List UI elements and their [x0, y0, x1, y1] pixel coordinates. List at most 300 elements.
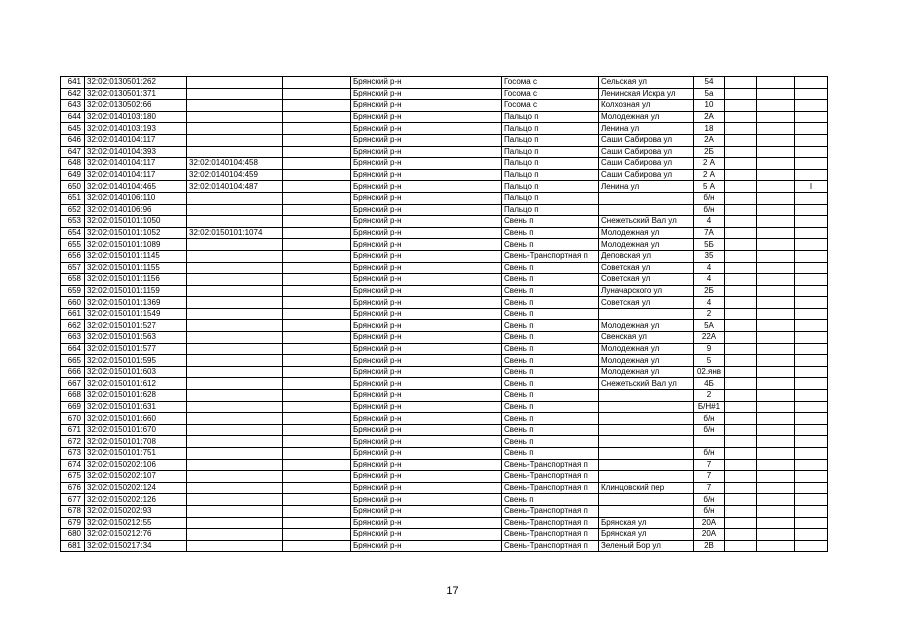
cell-cadastral-number-2 — [187, 459, 283, 471]
cell-settlement: Свень п — [502, 436, 599, 448]
cell-region: Брянский р-н — [351, 505, 502, 517]
cell-row-number: 646 — [61, 134, 85, 146]
cell-cadastral-number: 32:02:0140104:117 — [85, 169, 187, 181]
cell-empty — [725, 262, 757, 274]
table-row — [61, 320, 828, 332]
cell-cadastral-number-2 — [187, 448, 283, 460]
cell-empty — [757, 413, 795, 425]
cell-house: 7 — [694, 459, 725, 471]
cell-street: Советская ул — [599, 274, 694, 286]
table-row — [61, 401, 828, 413]
cell-extra — [795, 459, 828, 471]
cell-street — [599, 459, 694, 471]
cell-region: Брянский р-н — [351, 123, 502, 135]
cell-street: Саши Сабирова ул — [599, 134, 694, 146]
cell-street: Молодежная ул — [599, 343, 694, 355]
cell-street — [599, 448, 694, 460]
cell-empty — [725, 88, 757, 100]
cell-row-number: 656 — [61, 250, 85, 262]
cell-cadastral-number-2 — [187, 401, 283, 413]
table-row — [61, 343, 828, 355]
cell-cadastral-number: 32:02:0150101:708 — [85, 436, 187, 448]
cell-row-number: 652 — [61, 204, 85, 216]
cell-extra — [795, 308, 828, 320]
cell-empty — [725, 540, 757, 552]
cell-extra — [795, 158, 828, 170]
cell-region: Брянский р-н — [351, 181, 502, 193]
cell-cadastral-number: 32:02:0130501:262 — [85, 77, 187, 89]
page-number: 17 — [446, 585, 459, 597]
table-row — [61, 482, 828, 494]
cell-cadastral-number: 32:02:0150202:106 — [85, 459, 187, 471]
cell-cadastral-number-2 — [187, 436, 283, 448]
cell-house: б/н — [694, 424, 725, 436]
cell-cadastral-number-2 — [187, 285, 283, 297]
cell-region: Брянский р-н — [351, 146, 502, 158]
cell-extra — [795, 100, 828, 112]
cell-settlement: Свень п — [502, 274, 599, 286]
cell-extra — [795, 77, 828, 89]
cell-row-number: 658 — [61, 274, 85, 286]
cell-street: Саши Сабирова ул — [599, 158, 694, 170]
cell-extra — [795, 111, 828, 123]
cell-street: Саши Сабирова ул — [599, 146, 694, 158]
cell-extra — [795, 274, 828, 286]
cell-cadastral-number-2 — [187, 239, 283, 251]
cell-cadastral-number: 32:02:0150101:603 — [85, 366, 187, 378]
cell-region: Брянский р-н — [351, 262, 502, 274]
cell-street — [599, 390, 694, 402]
cell-cadastral-number: 32:02:0140103:193 — [85, 123, 187, 135]
cell-empty — [757, 390, 795, 402]
table-row — [61, 308, 828, 320]
cell-empty — [725, 505, 757, 517]
cell-street: Снежетьский Вал ул — [599, 378, 694, 390]
cell-row-number: 650 — [61, 181, 85, 193]
cell-cadastral-number: 32:02:0150101:751 — [85, 448, 187, 460]
cell-house: 2Б — [694, 146, 725, 158]
cell-empty — [283, 262, 351, 274]
cell-settlement: Свень-Транспортная п — [502, 529, 599, 541]
table-row — [61, 355, 828, 367]
cell-cadastral-number-2 — [187, 494, 283, 506]
cell-empty — [757, 250, 795, 262]
cell-empty — [757, 146, 795, 158]
cell-house: б/н — [694, 505, 725, 517]
cell-settlement: Госома с — [502, 77, 599, 89]
cell-cadastral-number: 32:02:0130501:371 — [85, 88, 187, 100]
table-row — [61, 390, 828, 402]
cell-empty — [725, 204, 757, 216]
cell-house: 5А — [694, 320, 725, 332]
cell-empty — [757, 529, 795, 541]
cell-empty — [757, 459, 795, 471]
cell-row-number: 670 — [61, 413, 85, 425]
cell-cadastral-number-2 — [187, 482, 283, 494]
cell-settlement: Пальцо п — [502, 123, 599, 135]
cell-empty — [725, 517, 757, 529]
cell-empty — [283, 343, 351, 355]
cell-empty — [283, 216, 351, 228]
cell-street: Зеленый Бор ул — [599, 540, 694, 552]
cell-empty — [725, 332, 757, 344]
cell-house: 54 — [694, 77, 725, 89]
cell-extra — [795, 355, 828, 367]
cell-empty — [757, 181, 795, 193]
cell-house: 9 — [694, 343, 725, 355]
cell-empty — [283, 297, 351, 309]
cell-empty — [283, 529, 351, 541]
cell-empty — [283, 424, 351, 436]
cell-cadastral-number: 32:02:0150101:1089 — [85, 239, 187, 251]
cell-cadastral-number-2: 32:02:0140104:458 — [187, 158, 283, 170]
cell-empty — [725, 471, 757, 483]
cell-empty — [757, 216, 795, 228]
cell-street: Молодежная ул — [599, 366, 694, 378]
cell-empty — [757, 332, 795, 344]
cell-cadastral-number: 32:02:0150202:126 — [85, 494, 187, 506]
cell-cadastral-number: 32:02:0130502:66 — [85, 100, 187, 112]
cell-empty — [757, 366, 795, 378]
cell-extra — [795, 424, 828, 436]
table-row — [61, 100, 828, 112]
cell-house: 5 — [694, 355, 725, 367]
cell-empty — [757, 77, 795, 89]
cell-row-number: 649 — [61, 169, 85, 181]
cell-cadastral-number-2 — [187, 471, 283, 483]
cell-street — [599, 204, 694, 216]
cell-street: Молодежная ул — [599, 239, 694, 251]
cell-extra — [795, 204, 828, 216]
table-body — [61, 77, 828, 552]
cell-region: Брянский р-н — [351, 448, 502, 460]
cell-settlement: Свень п — [502, 401, 599, 413]
cell-empty — [757, 100, 795, 112]
cell-row-number: 678 — [61, 505, 85, 517]
cell-extra — [795, 378, 828, 390]
cell-house: 2 — [694, 308, 725, 320]
cell-empty — [725, 77, 757, 89]
cell-settlement: Свень-Транспортная п — [502, 471, 599, 483]
cell-extra — [795, 494, 828, 506]
cell-cadastral-number: 32:02:0150101:660 — [85, 413, 187, 425]
cell-house: б/н — [694, 413, 725, 425]
cell-empty — [725, 297, 757, 309]
cell-region: Брянский р-н — [351, 158, 502, 170]
cell-empty — [283, 274, 351, 286]
cell-house: 20А — [694, 529, 725, 541]
cell-settlement: Свень п — [502, 390, 599, 402]
table-row — [61, 169, 828, 181]
cell-empty — [757, 204, 795, 216]
cell-settlement: Пальцо п — [502, 181, 599, 193]
cell-empty — [283, 88, 351, 100]
cell-street: Снежетьский Вал ул — [599, 216, 694, 228]
cell-settlement: Свень п — [502, 216, 599, 228]
cell-street — [599, 494, 694, 506]
cell-empty — [283, 181, 351, 193]
cell-settlement: Госома с — [502, 100, 599, 112]
cell-empty — [283, 505, 351, 517]
cell-empty — [757, 123, 795, 135]
cell-empty — [283, 239, 351, 251]
cell-cadastral-number-2 — [187, 540, 283, 552]
cell-empty — [283, 158, 351, 170]
cell-region: Брянский р-н — [351, 192, 502, 204]
cell-street: Сельская ул — [599, 77, 694, 89]
cell-cadastral-number: 32:02:0140106:110 — [85, 192, 187, 204]
cell-row-number: 679 — [61, 517, 85, 529]
cell-cadastral-number-2 — [187, 274, 283, 286]
cell-cadastral-number: 32:02:0150101:1156 — [85, 274, 187, 286]
cell-house: 7А — [694, 227, 725, 239]
cell-settlement: Свень п — [502, 332, 599, 344]
cell-cadastral-number-2 — [187, 529, 283, 541]
table-row — [61, 366, 828, 378]
cell-cadastral-number: 32:02:0150202:93 — [85, 505, 187, 517]
cell-settlement: Свень-Транспортная п — [502, 250, 599, 262]
cell-settlement: Пальцо п — [502, 204, 599, 216]
cell-cadastral-number: 32:02:0150101:1155 — [85, 262, 187, 274]
cell-empty — [283, 332, 351, 344]
cell-cadastral-number-2 — [187, 100, 283, 112]
cell-cadastral-number: 32:02:0140104:117 — [85, 158, 187, 170]
cell-empty — [725, 216, 757, 228]
cell-empty — [283, 285, 351, 297]
cell-row-number: 659 — [61, 285, 85, 297]
cell-empty — [757, 285, 795, 297]
cell-empty — [283, 471, 351, 483]
table-row — [61, 494, 828, 506]
cell-row-number: 681 — [61, 540, 85, 552]
cell-empty — [757, 111, 795, 123]
cell-house: 4 — [694, 262, 725, 274]
cell-cadastral-number-2 — [187, 192, 283, 204]
cell-extra — [795, 250, 828, 262]
table-row — [61, 262, 828, 274]
cell-empty — [757, 355, 795, 367]
cell-region: Брянский р-н — [351, 134, 502, 146]
cell-row-number: 661 — [61, 308, 85, 320]
cell-extra — [795, 239, 828, 251]
cell-house: 5Б — [694, 239, 725, 251]
table-row — [61, 134, 828, 146]
cell-empty — [757, 505, 795, 517]
cell-region: Брянский р-н — [351, 436, 502, 448]
cell-extra — [795, 134, 828, 146]
cell-extra — [795, 216, 828, 228]
cell-settlement: Госома с — [502, 88, 599, 100]
cell-settlement: Свень п — [502, 366, 599, 378]
cell-region: Брянский р-н — [351, 169, 502, 181]
cell-settlement: Свень-Транспортная п — [502, 517, 599, 529]
cell-street: Свенская ул — [599, 332, 694, 344]
cell-row-number: 643 — [61, 100, 85, 112]
cell-cadastral-number: 32:02:0150101:670 — [85, 424, 187, 436]
cell-street — [599, 424, 694, 436]
cell-empty — [757, 297, 795, 309]
table-row — [61, 181, 828, 193]
cell-empty — [725, 227, 757, 239]
cell-street — [599, 192, 694, 204]
cell-empty — [283, 227, 351, 239]
cell-row-number: 648 — [61, 158, 85, 170]
cell-empty — [725, 250, 757, 262]
cell-empty — [283, 494, 351, 506]
cell-cadastral-number-2 — [187, 517, 283, 529]
cell-house: 7 — [694, 482, 725, 494]
cell-region: Брянский р-н — [351, 355, 502, 367]
cell-street — [599, 505, 694, 517]
cell-region: Брянский р-н — [351, 274, 502, 286]
cell-empty — [725, 308, 757, 320]
cell-empty — [283, 517, 351, 529]
cell-empty — [725, 436, 757, 448]
cell-region: Брянский р-н — [351, 88, 502, 100]
cell-empty — [283, 77, 351, 89]
cell-house: 02.янв — [694, 366, 725, 378]
cell-row-number: 663 — [61, 332, 85, 344]
table-row — [61, 424, 828, 436]
cell-house: 4Б — [694, 378, 725, 390]
cell-house: 18 — [694, 123, 725, 135]
cell-extra — [795, 529, 828, 541]
cell-region: Брянский р-н — [351, 482, 502, 494]
cell-cadastral-number-2 — [187, 204, 283, 216]
cell-cadastral-number: 32:02:0150101:1050 — [85, 216, 187, 228]
cell-settlement: Свень-Транспортная п — [502, 482, 599, 494]
table-row — [61, 77, 828, 89]
cell-empty — [725, 355, 757, 367]
cell-cadastral-number-2 — [187, 308, 283, 320]
cell-settlement: Свень п — [502, 239, 599, 251]
cell-region: Брянский р-н — [351, 227, 502, 239]
table-row — [61, 459, 828, 471]
cell-empty — [725, 390, 757, 402]
cell-cadastral-number-2 — [187, 505, 283, 517]
cell-street: Советская ул — [599, 297, 694, 309]
cell-row-number: 674 — [61, 459, 85, 471]
table-row — [61, 250, 828, 262]
cell-empty — [283, 134, 351, 146]
cell-empty — [725, 343, 757, 355]
cell-extra — [795, 297, 828, 309]
cell-empty — [725, 285, 757, 297]
table-row — [61, 505, 828, 517]
cell-cadastral-number-2 — [187, 366, 283, 378]
cell-street — [599, 308, 694, 320]
cell-empty — [725, 366, 757, 378]
cell-empty — [757, 540, 795, 552]
cell-cadastral-number-2 — [187, 88, 283, 100]
cell-extra — [795, 471, 828, 483]
cell-empty — [725, 413, 757, 425]
cell-empty — [283, 169, 351, 181]
cell-empty — [725, 239, 757, 251]
cell-empty — [725, 320, 757, 332]
cell-row-number: 667 — [61, 378, 85, 390]
cell-empty — [283, 355, 351, 367]
cell-empty — [725, 100, 757, 112]
cell-region: Брянский р-н — [351, 111, 502, 123]
cell-empty — [757, 308, 795, 320]
document-sheet — [60, 76, 828, 552]
cell-cadastral-number-2: 32:02:0150101:1074 — [187, 227, 283, 239]
cell-cadastral-number-2 — [187, 320, 283, 332]
cell-cadastral-number: 32:02:0150101:1052 — [85, 227, 187, 239]
cell-empty — [283, 413, 351, 425]
cell-empty — [725, 169, 757, 181]
cell-region: Брянский р-н — [351, 459, 502, 471]
cell-region: Брянский р-н — [351, 204, 502, 216]
cell-cadastral-number-2 — [187, 343, 283, 355]
cell-house: 2 А — [694, 169, 725, 181]
cell-empty — [725, 274, 757, 286]
cell-house: 35 — [694, 250, 725, 262]
cell-settlement: Свень п — [502, 448, 599, 460]
cell-region: Брянский р-н — [351, 390, 502, 402]
cell-cadastral-number-2 — [187, 77, 283, 89]
cell-empty — [283, 366, 351, 378]
cell-empty — [757, 88, 795, 100]
cell-row-number: 673 — [61, 448, 85, 460]
cell-row-number: 655 — [61, 239, 85, 251]
cell-extra — [795, 448, 828, 460]
table-row — [61, 413, 828, 425]
cell-cadastral-number: 32:02:0150101:577 — [85, 343, 187, 355]
cell-street: Брянская ул — [599, 517, 694, 529]
cell-house: 2 — [694, 390, 725, 402]
cell-cadastral-number: 32:02:0150212:55 — [85, 517, 187, 529]
cell-empty — [757, 436, 795, 448]
cell-cadastral-number: 32:02:0150101:1549 — [85, 308, 187, 320]
cell-cadastral-number: 32:02:0150212:76 — [85, 529, 187, 541]
table-row — [61, 540, 828, 552]
cell-empty — [757, 158, 795, 170]
cell-empty — [725, 146, 757, 158]
cell-empty — [757, 320, 795, 332]
cell-region: Брянский р-н — [351, 529, 502, 541]
cell-house: 4 — [694, 216, 725, 228]
cell-empty — [283, 204, 351, 216]
cell-empty — [283, 111, 351, 123]
cell-row-number: 671 — [61, 424, 85, 436]
cell-cadastral-number: 32:02:0140104:393 — [85, 146, 187, 158]
cell-house: 2 А — [694, 158, 725, 170]
cell-empty — [725, 192, 757, 204]
cell-empty — [757, 471, 795, 483]
cell-settlement: Свень п — [502, 308, 599, 320]
table-row — [61, 471, 828, 483]
cell-empty — [725, 158, 757, 170]
cell-empty — [725, 529, 757, 541]
table-row — [61, 111, 828, 123]
cell-house: 10 — [694, 100, 725, 112]
cell-house: б/н — [694, 192, 725, 204]
cell-extra — [795, 413, 828, 425]
cell-empty — [757, 343, 795, 355]
table-row — [61, 239, 828, 251]
cell-empty — [757, 424, 795, 436]
cell-row-number: 676 — [61, 482, 85, 494]
cell-extra — [795, 123, 828, 135]
cell-region: Брянский р-н — [351, 343, 502, 355]
cell-empty — [283, 459, 351, 471]
cell-empty — [283, 192, 351, 204]
cell-empty — [725, 424, 757, 436]
table-row — [61, 192, 828, 204]
cell-cadastral-number: 32:02:0150101:1369 — [85, 297, 187, 309]
